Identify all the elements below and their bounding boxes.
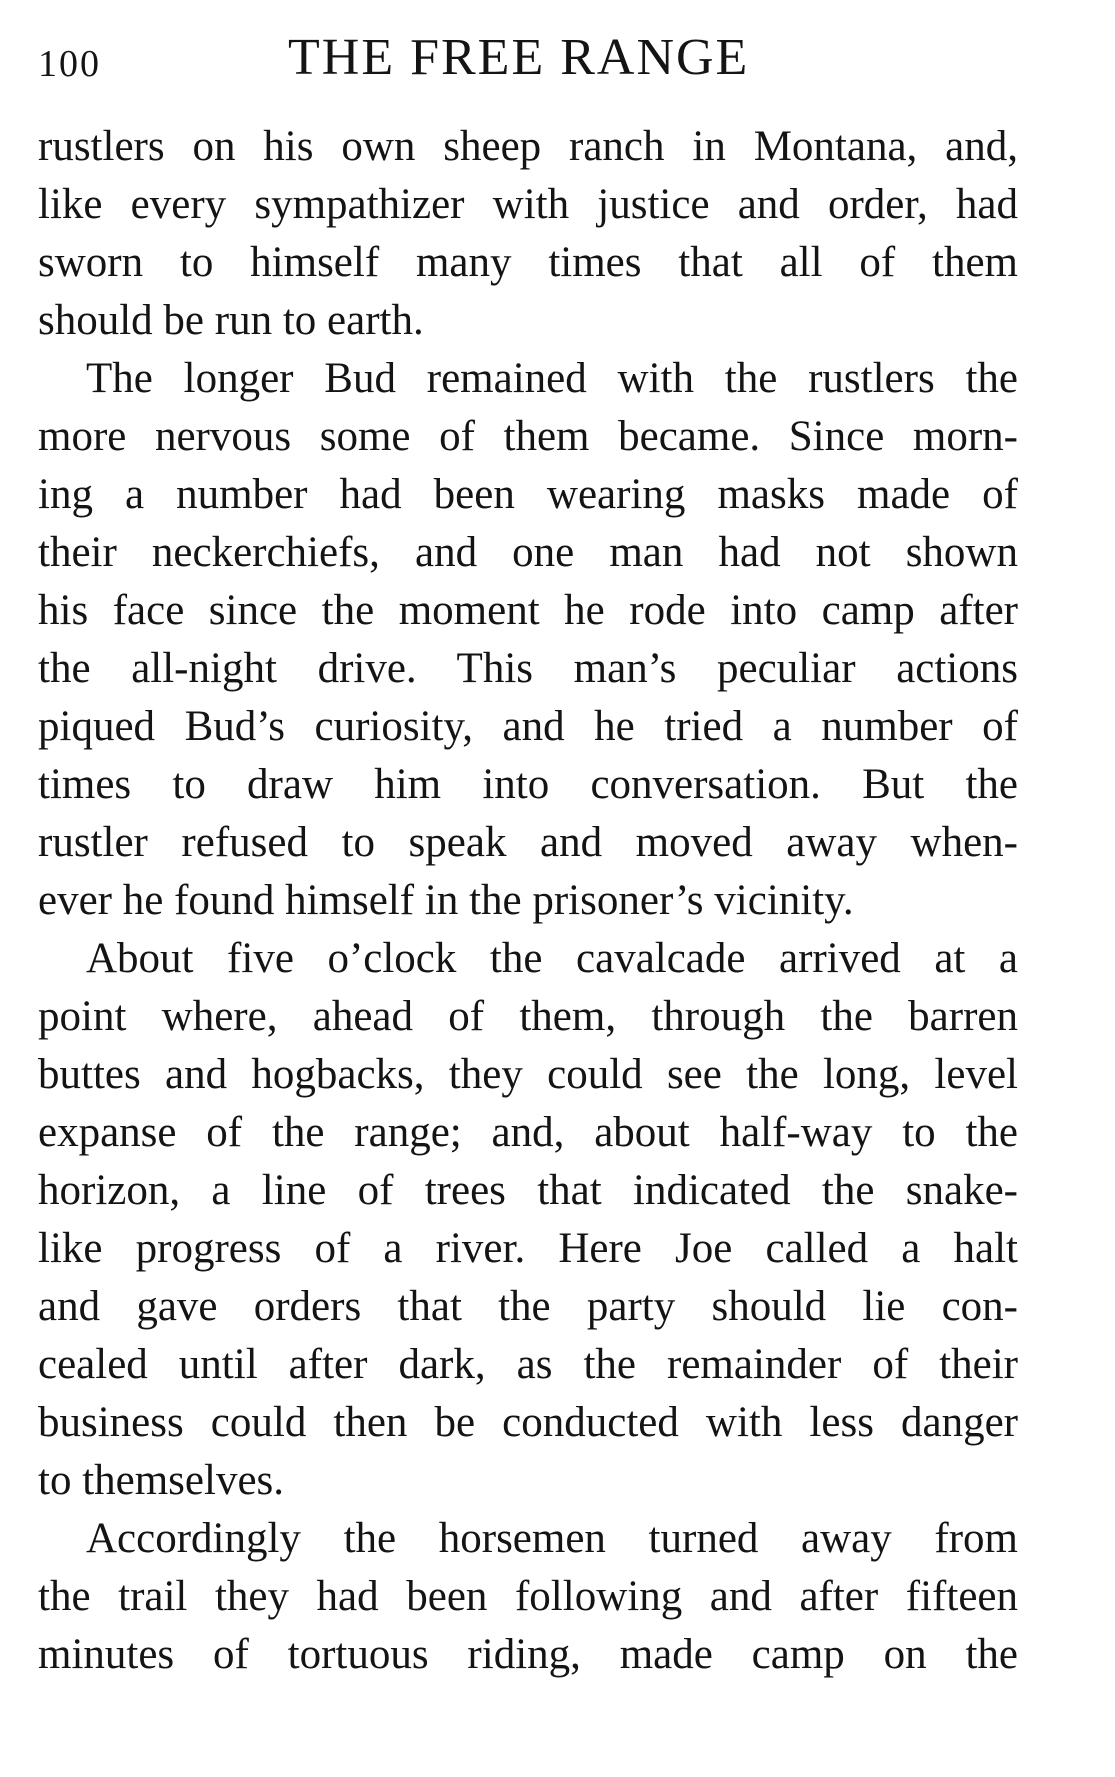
text-line: piqued Bud’s curiosity, and he tried a number of bbox=[38, 703, 1018, 750]
text-line: like every sympathizer with justice and order, had bbox=[38, 181, 1018, 228]
text-line: his face since the moment he rode into camp after bbox=[38, 587, 1018, 634]
text-line: to themselves. bbox=[38, 1457, 285, 1504]
paragraph bbox=[38, 1510, 1018, 1684]
text-line: The longer Bud remained with the rustlers the bbox=[86, 355, 1018, 402]
text-line: the trail they had been following and after fifteen bbox=[38, 1573, 1018, 1620]
text-line: rustlers on his own sheep ranch in Montana, and, bbox=[38, 123, 1018, 170]
text-line: times to draw him into conversation. But the bbox=[38, 761, 1018, 808]
text-line: minutes of tortuous riding, made camp on the bbox=[38, 1631, 1018, 1678]
text-line: should be run to earth. bbox=[38, 297, 424, 344]
text-line: sworn to himself many times that all of them bbox=[38, 239, 1018, 286]
text-line: the all-night drive. This man’s peculiar actions bbox=[38, 645, 1018, 692]
page-number: 100 bbox=[38, 43, 101, 85]
text-line: their neckerchiefs, and one man had not shown bbox=[38, 529, 1018, 576]
text-line: Accordingly the horsemen turned away from bbox=[86, 1515, 1018, 1562]
paragraph bbox=[38, 118, 1018, 350]
text-line: more nervous some of them became. Since morn- bbox=[38, 413, 1018, 460]
text-line: ever he found himself in the prisoner’s vicinity. bbox=[38, 877, 854, 924]
text-line: buttes and hogbacks, they could see the long, level bbox=[38, 1051, 1018, 1098]
text-line: ing a number had been wearing masks made of bbox=[38, 471, 1018, 518]
text-line: point where, ahead of them, through the barren bbox=[38, 993, 1018, 1040]
text-line: business could then be conducted with less danger bbox=[38, 1399, 1018, 1446]
text-line: horizon, a line of trees that indicated the snake- bbox=[38, 1167, 1018, 1214]
text-line: expanse of the range; and, about half-way to the bbox=[38, 1109, 1018, 1156]
text-line: and gave orders that the party should lie con- bbox=[38, 1283, 1018, 1330]
text-line: rustler refused to speak and moved away when- bbox=[38, 819, 1018, 866]
paragraph bbox=[38, 350, 1018, 930]
running-head bbox=[38, 28, 1018, 98]
text-line: cealed until after dark, as the remainder of their bbox=[38, 1341, 1018, 1388]
running-title: THE FREE RANGE bbox=[288, 29, 750, 86]
text-line: About five o’clock the cavalcade arrived at a bbox=[86, 935, 1018, 982]
paragraph bbox=[38, 930, 1018, 1510]
body-text bbox=[38, 118, 1018, 1684]
text-line: like progress of a river. Here Joe called a halt bbox=[38, 1225, 1018, 1272]
